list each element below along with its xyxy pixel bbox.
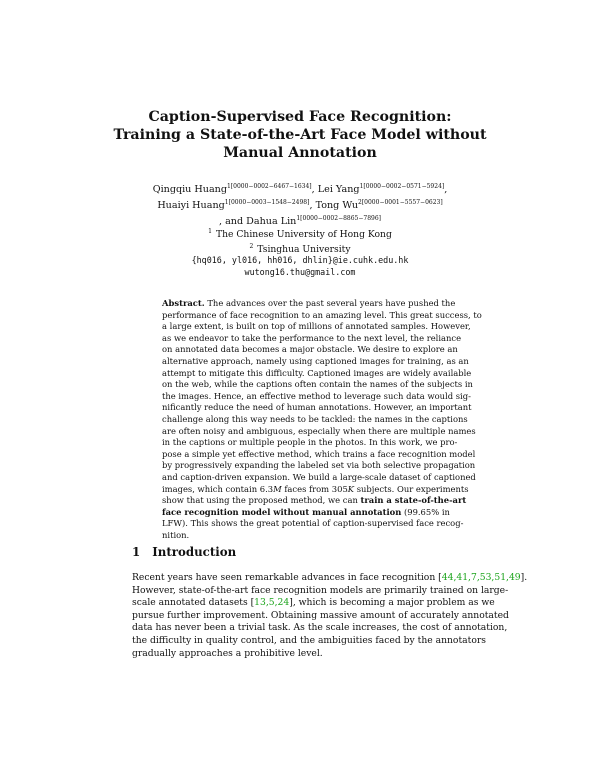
citation-link[interactable]: 44,41,7,53,51,49 — [441, 572, 521, 583]
author-orcid: 1[0000−0002−6467−1634] — [226, 183, 312, 190]
author-name: Tong Wu — [315, 200, 359, 211]
section-heading — [132, 545, 236, 559]
abstract-line: Abstract. The advances over the past several years have pushed the — [162, 298, 456, 308]
author-orcid: 1[0000−0002−0571−5924] — [359, 183, 445, 190]
affiliations — [100, 226, 500, 278]
author-name: Lei Yang — [317, 184, 360, 195]
abstract-line: performance of face recognition to an amazing level. This great success, to — [162, 309, 482, 320]
abstract-line: pose a simple yet effective method, which trains a face recognition model — [162, 448, 476, 459]
affiliation-mark: 2 — [249, 242, 254, 250]
abstract-line: nificantly reduce the need of human annotations. However, an important — [162, 402, 472, 413]
intro-line: gradually approaches a prohibitive level. — [132, 647, 323, 659]
section-title: Introduction — [152, 545, 237, 559]
author-name: Huaiyi Huang — [157, 200, 225, 211]
title-line-3: Manual Annotation — [223, 145, 377, 161]
intro-line: However, state-of-the-art face recognition models are primarily trained on large- — [132, 584, 509, 596]
section-number: 1 — [132, 545, 141, 559]
title-line-1: Caption-Supervised Face Recognition: — [148, 109, 452, 125]
intro-paragraph — [132, 572, 528, 660]
abstract-line: the images. Hence, an effective method to leverage such data would sig- — [162, 390, 471, 401]
abstract — [162, 298, 482, 541]
intro-line: pursue further improvement. Obtaining massive amount of accurately annotated — [132, 609, 509, 621]
author-orcid: 1[0000−0003−1548−2498] — [224, 199, 310, 206]
abstract-line: are often noisy and ambiguous, especially when there are multiple names — [162, 425, 476, 436]
author-name: Dahua Lin — [246, 216, 297, 227]
abstract-heading: Abstract. — [162, 298, 205, 308]
affiliation-1: $^1$ The Chinese University of Hong Kong — [208, 228, 392, 240]
email-line-1: {hq016, yl016, hh016, dhlin}@ie.cuhk.edu.hk — [191, 255, 409, 265]
author-name: Qingqiu Huang — [152, 184, 227, 195]
email-line-2: wutong16.thu@gmail.com — [244, 266, 356, 277]
intro-line: Recent years have seen remarkable advances in face recognition [44,41,7,53,51,49]. — [132, 572, 528, 583]
abstract-line: and caption-driven expansion. We build a large-scale dataset of captioned — [162, 471, 476, 482]
paper-title — [100, 108, 500, 162]
author-orcid: 1[0000−0002−8865−7896] — [296, 215, 382, 222]
intro-line: data has never been a trivial task. As the scale increases, the cost of annotation, — [132, 622, 508, 634]
abstract-line: images, which contain 6.3M faces from 305K subjects. Our experiments — [162, 483, 469, 494]
abstract-line: on the web, while the captions often contain the names of the subjects in — [162, 379, 473, 390]
title-line-2: Training a State-of-the-Art Face Model without — [113, 127, 487, 143]
abstract-line: as we endeavor to take the performance to the next level, the reliance — [162, 332, 462, 343]
abstract-line: show that using the proposed method, we can train a state-of-the-art — [162, 495, 467, 506]
intro-line: scale annotated datasets [13,5,24], which is becoming a major problem as we — [132, 597, 495, 609]
author-line-1: Qingqiu Huang$^{1[0000-0002-6467-1634]}$, Lei Yang$^{1[0000-0002-0571-5924]}$, — [152, 183, 448, 195]
affiliation-mark: 1 — [208, 228, 212, 235]
affiliation-2: $^2$ Tsinghua University — [249, 242, 351, 255]
abstract-line: nition. — [162, 529, 190, 540]
intro-line: the difficulty in quality control, and the ambiguities faced by the annotators — [132, 634, 486, 646]
abstract-line: LFW). This shows the great potential of caption-supervised face recog- — [162, 518, 464, 529]
author-orcid: 2[0000−0001−5557−0623] — [358, 199, 443, 206]
author-line-2: Huaiyi Huang$^{1[0000-0003-1548-2498]}$, Tong $Wu^{2[0000-0001-5557-0623]}$ — [157, 199, 443, 211]
abstract-line: challenge along this way needs to be tackled: the names in the captions — [162, 413, 468, 424]
abstract-line: attempt to mitigate this difficulty. Captioned images are widely available — [162, 367, 472, 378]
abstract-line: by progressively expanding the labeled set via both selective propagation — [162, 460, 476, 471]
abstract-line: alternative approach, namely using captioned images for training, as an — [162, 355, 469, 366]
author-line-3: , and Dahua Lin$^{1[0000-0002-8865-7896]}$ — [218, 215, 382, 227]
abstract-line: face recognition model without manual annotation (99.65% in — [162, 506, 450, 517]
abstract-line: in the captions or multiple people in the photos. In this work, we pro- — [162, 437, 458, 448]
citation-link[interactable]: 13,5,24 — [254, 597, 290, 609]
author-list — [100, 180, 500, 228]
abstract-line: on annotated data becomes a major obstacle. We desire to explore an — [162, 344, 458, 355]
abstract-line: a large extent, is built on top of millions of annotated samples. However, — [162, 321, 471, 332]
